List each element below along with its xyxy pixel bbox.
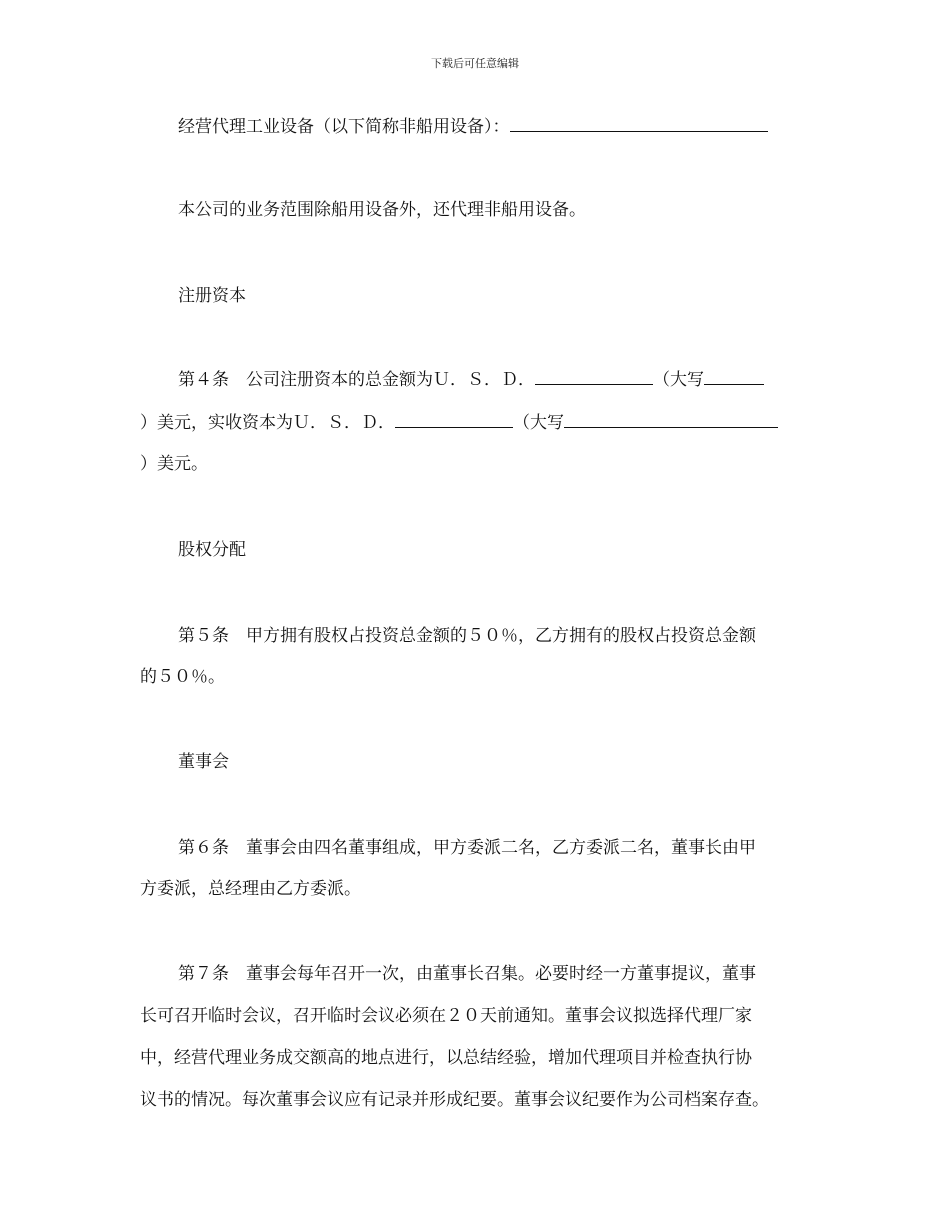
capital-words-blank	[704, 368, 764, 385]
paragraph-business-scope: 本公司的业务范围除船用设备外，还代理非船用设备。	[178, 200, 586, 220]
section-heading-capital: 注册资本	[178, 286, 246, 306]
article-6-line-1: 第６条 董事会由四名董事组成，甲方委派二名，乙方委派二名，董事长由甲	[178, 838, 756, 858]
equipment-label: 经营代理工业设备（以下简称非船用设备）：	[178, 117, 510, 137]
paid-capital-blank	[395, 411, 513, 428]
article-7-line-3: 中，经营代理业务成交额高的地点进行，以总结经验，增加代理项目并检查执行协	[140, 1048, 752, 1068]
article-6-line-2: 方委派，总经理由乙方委派。	[140, 879, 361, 899]
paragraph-equipment	[178, 115, 768, 139]
article-4-line-2	[140, 411, 778, 435]
article-4-text-c: ）美元，实收资本为Ｕ．Ｓ．Ｄ．	[140, 413, 395, 433]
article-7-line-1: 第７条 董事会每年召开一次，由董事长召集。必要时经一方董事提议，董事	[178, 964, 756, 984]
article-4-text-a: 第４条 公司注册资本的总金额为Ｕ．Ｓ．Ｄ．	[178, 370, 535, 390]
section-heading-equity: 股权分配	[178, 540, 246, 560]
section-heading-board: 董事会	[178, 752, 229, 772]
article-7-line-2: 长可召开临时会议，召开临时会议必须在２０天前通知。董事会议拟选择代理厂家	[140, 1006, 752, 1026]
equipment-blank	[510, 115, 768, 132]
article-5-line-1: 第５条 甲方拥有股权占投资总金额的５０％，乙方拥有的股权占投资总金额	[178, 626, 756, 646]
paid-capital-words-blank	[564, 411, 778, 428]
article-4-text-d: （大写	[513, 413, 564, 433]
article-5-line-2: 的５０％。	[140, 667, 225, 687]
article-4-line-1	[178, 368, 764, 392]
article-7-line-4: 议书的情况。每次董事会议应有记录并形成纪要。董事会议纪要作为公司档案存查。	[140, 1090, 769, 1110]
article-4-text-b: （大写	[653, 370, 704, 390]
article-4-line-3: ）美元。	[140, 454, 208, 474]
capital-amount-blank	[535, 368, 653, 385]
page-header: 下载后可任意编辑	[431, 57, 519, 70]
